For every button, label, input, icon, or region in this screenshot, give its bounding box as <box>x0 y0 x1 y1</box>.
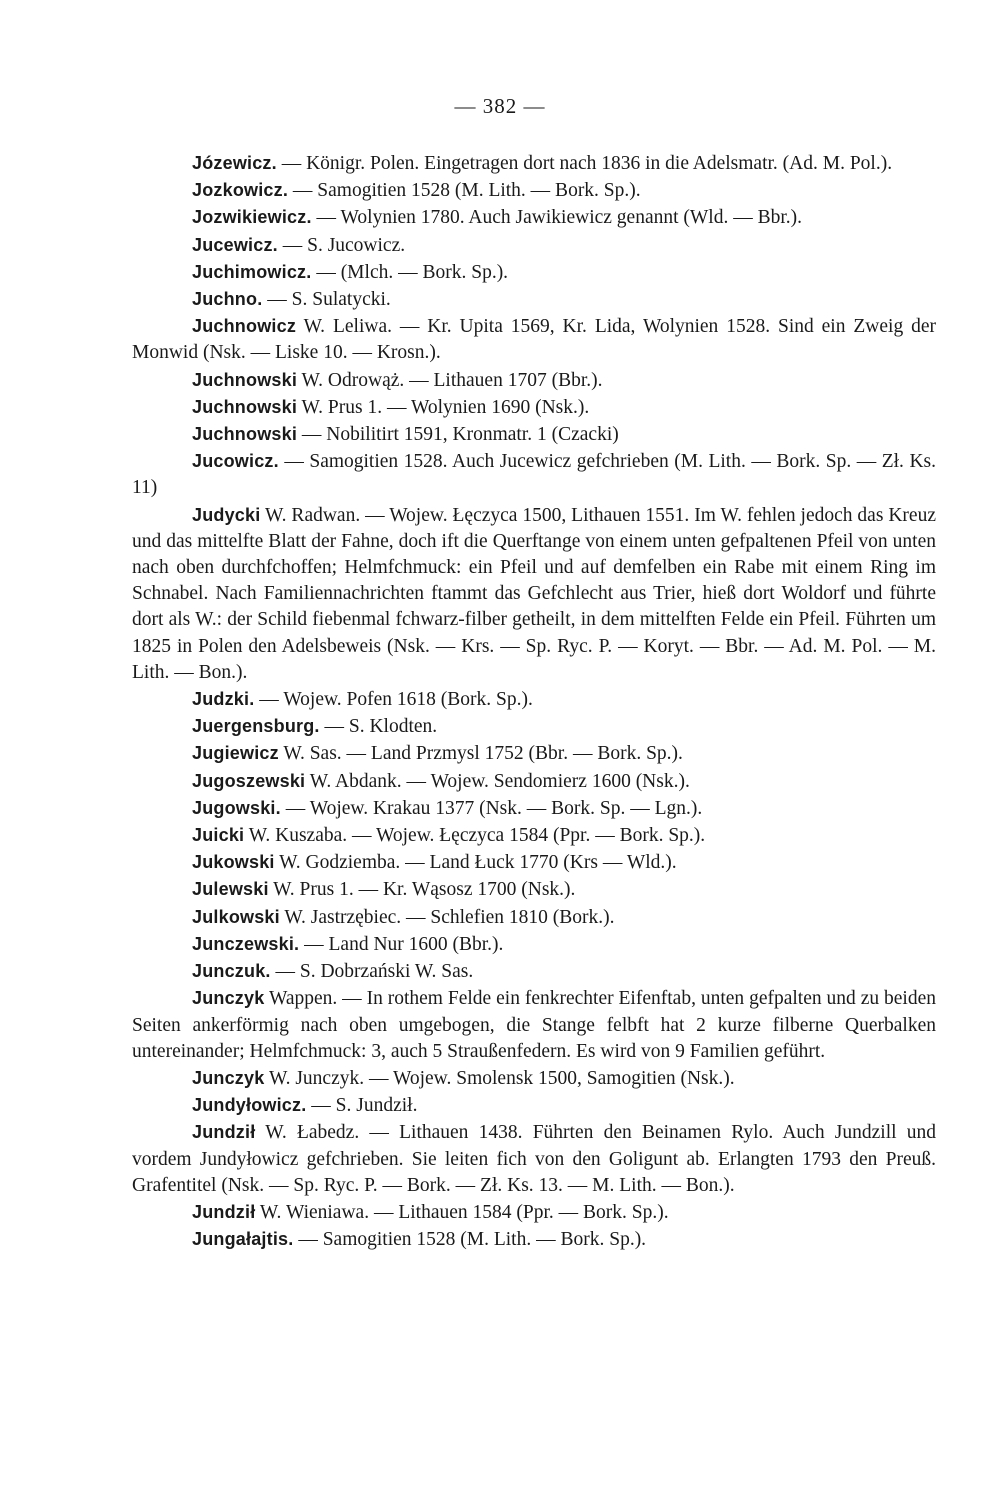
entry-text: — Samogitien 1528. Auch Jucewicz gefchrieben (M. Lith. — Bork. Sp. — Zł. Ks. 11) <box>132 451 936 499</box>
entry-name: Jucowicz. <box>192 451 279 472</box>
entry-name: Juchno. <box>192 289 263 310</box>
entry <box>132 177 936 204</box>
entry-text: — Nobilitirt 1591, Kronmatr. 1 (Czacki) <box>297 424 619 446</box>
entry <box>132 502 936 686</box>
entry <box>132 904 936 931</box>
entry <box>132 876 936 903</box>
entry-text: W. Kuszaba. — Wojew. Łęczyca 1584 (Ppr. — Bork. Sp.). <box>244 825 706 847</box>
entry-name: Judycki <box>192 504 261 525</box>
entry-text: — Königr. Polen. Eingetragen dort nach 1836 in die Adelsmatr. (Ad. M. Pol.). <box>276 153 893 174</box>
entry-text: — Wolynien 1780. Auch Jawikiewicz genannt (Wld. — Bbr.). <box>311 207 803 229</box>
entry <box>132 822 936 849</box>
entry-name: Julewski <box>192 879 269 900</box>
entry-text: W. Prus 1. — Wolynien 1690 (Nsk.). <box>297 396 590 418</box>
entry-text: W. Junczyk. — Wojew. Smolensk 1500, Samogitien (Nsk.). <box>264 1067 735 1089</box>
entry <box>132 232 936 259</box>
entry-name: Julkowski <box>192 906 280 927</box>
entry-text: W. Abdank. — Wojew. Sendomierz 1600 (Nsk.). <box>305 770 690 792</box>
entry <box>132 768 936 795</box>
entry-name: Juchnowski <box>192 396 298 417</box>
entry <box>132 985 936 1065</box>
entry-name: Jungałajtis. <box>192 1229 294 1250</box>
entry-name: Jugowski. <box>192 797 281 818</box>
entry-name: Junczuk. <box>192 961 271 982</box>
entry-name: Jundził <box>192 1122 256 1143</box>
entry <box>132 686 936 713</box>
entry-name: Jozkowicz. <box>192 180 289 201</box>
entry-name: Jozwikiewicz. <box>192 207 312 228</box>
entry-name: Jugiewicz <box>192 743 279 764</box>
entry <box>132 204 936 231</box>
entry-name: Juchnowicz <box>192 316 297 337</box>
entry <box>132 740 936 767</box>
entry-name: Jundyłowicz. <box>192 1095 307 1116</box>
entry-text: W. Prus 1. — Kr. Wąsosz 1700 (Nsk.). <box>268 879 576 901</box>
entry <box>132 421 936 448</box>
entry-name: Jundził <box>192 1201 256 1222</box>
entry <box>132 795 936 822</box>
entry-text: — S. Sulatycki. <box>262 289 391 311</box>
entry-name: Juchnowski <box>192 369 298 390</box>
entry-text: W. Godziemba. — Land Łuck 1770 (Krs — Wld.). <box>274 852 677 874</box>
entry-text: — S. Jundził. <box>306 1095 418 1117</box>
entry-name: Junczyk <box>192 1067 265 1088</box>
entry <box>132 958 936 985</box>
entry-text: W. Odrowąż. — Lithauen 1707 (Bbr.). <box>297 369 603 391</box>
entry-name: Jukowski <box>192 852 275 873</box>
entry-list <box>132 150 936 1253</box>
entry-text: Wappen. — In rothem Felde ein fenkrechter Eifenftab, unten gefpalten und zu beiden Seiten ankerförmig nach oben umgebogen, die Stange felbft hat 2 kurze filberne Querbalken untereinander; Helmfchmuck: 3, auch 5 Straußenfedern. Es wird von 9 Familien geführt. <box>132 988 936 1062</box>
entry-name: Juicki <box>192 825 245 846</box>
entry-name: Juchnowski <box>192 424 298 445</box>
entry-text: W. Sas. — Land Przmysl 1752 (Bbr. — Bork. Sp.). <box>278 743 683 765</box>
entry-text: — Samogitien 1528 (M. Lith. — Bork. Sp.). <box>293 1229 647 1251</box>
entry <box>132 259 936 286</box>
entry-name: Junczewski. <box>192 933 300 954</box>
entry <box>132 849 936 876</box>
entry-text: — S. Klodten. <box>319 716 438 738</box>
entry-name: Juergensburg. <box>192 716 320 737</box>
entry-text: — S. Dobrzański W. Sas. <box>270 961 474 983</box>
entry <box>132 1119 936 1199</box>
entry-name: Judzki. <box>192 689 255 710</box>
entry-text: — Samogitien 1528 (M. Lith. — Bork. Sp.). <box>288 180 641 202</box>
entry <box>132 286 936 313</box>
entry <box>132 931 936 958</box>
entry-text: W. Wieniawa. — Lithauen 1584 (Ppr. — Bork. Sp.). <box>255 1201 669 1223</box>
entry-text: W. Łabedz. — Lithauen 1438. Führten den Beinamen Rylo. Auch Jundzill und vordem Jundyłowicz gefchrieben. Sie leiten fich von den Goligunt ab. Erlangten 1793 den Preuß. Grafentitel (Nsk. — Sp. Ryc. P. — Bork. — Zł. Ks. 13. — M. Lith. — Bon.). <box>132 1122 936 1196</box>
entry-text: — Wojew. Krakau 1377 (Nsk. — Bork. Sp. — Lgn.). <box>280 797 703 819</box>
entry-text: W. Jastrzębiec. — Schlefien 1810 (Bork.). <box>279 906 615 928</box>
entry-text: — Land Nur 1600 (Bbr.). <box>299 933 504 955</box>
entry-text: — S. Jucowicz. <box>277 234 406 256</box>
entry-name: Jucewicz. <box>192 234 278 255</box>
entry-name: Józewicz. <box>192 153 277 173</box>
entry-name: Jugoszewski <box>192 770 306 791</box>
entry <box>132 394 936 421</box>
entry <box>132 448 936 501</box>
entry <box>132 313 936 366</box>
entry <box>132 713 936 740</box>
entry-text: W. Leliwa. — Kr. Upita 1569, Kr. Lida, Wolynien 1528. Sind ein Zweig der Monwid (Nsk. — Liske 10. — Krosn.). <box>132 316 936 364</box>
entry <box>132 150 936 177</box>
entry-text: — Wojew. Pofen 1618 (Bork. Sp.). <box>254 689 533 711</box>
entry-text: — (Mlch. — Bork. Sp.). <box>311 261 509 283</box>
entry-name: Juchimowicz. <box>192 261 312 282</box>
entry <box>132 1092 936 1119</box>
entry <box>132 1199 936 1226</box>
entry <box>132 1226 936 1253</box>
entry-name: Junczyk <box>192 988 265 1009</box>
entry <box>132 367 936 394</box>
entry <box>132 1065 936 1092</box>
page-number: — 382 — <box>454 94 546 118</box>
entry-text: W. Radwan. — Wojew. Łęczyca 1500, Lithauen 1551. Im W. fehlen jedoch das Kreuz und das mittelfte Blatt der Fahne, doch ift die Querftange von einem unten gefpaltenen Pfeil von unten nach oben durchfchoffen; Helmfchmuck: ein Pfeil und auf demfelben ein Rabe mit einem Ring im Schnabel. Nach Familiennachrichten ftammt das Gefchlecht aus Trier, hieß dort Woldorf und führte dort als W.: der Schild fiebenmal fchwarz-filber getheilt, in dem mittelften Felde ein Pfeil. Führten um 1825 in Polen den Adelsbeweis (Nsk. — Krs. — Sp. Ryc. P. — Koryt. — Bbr. — Ad. M. Pol. — M. Lith. — Bon.). <box>132 504 936 683</box>
